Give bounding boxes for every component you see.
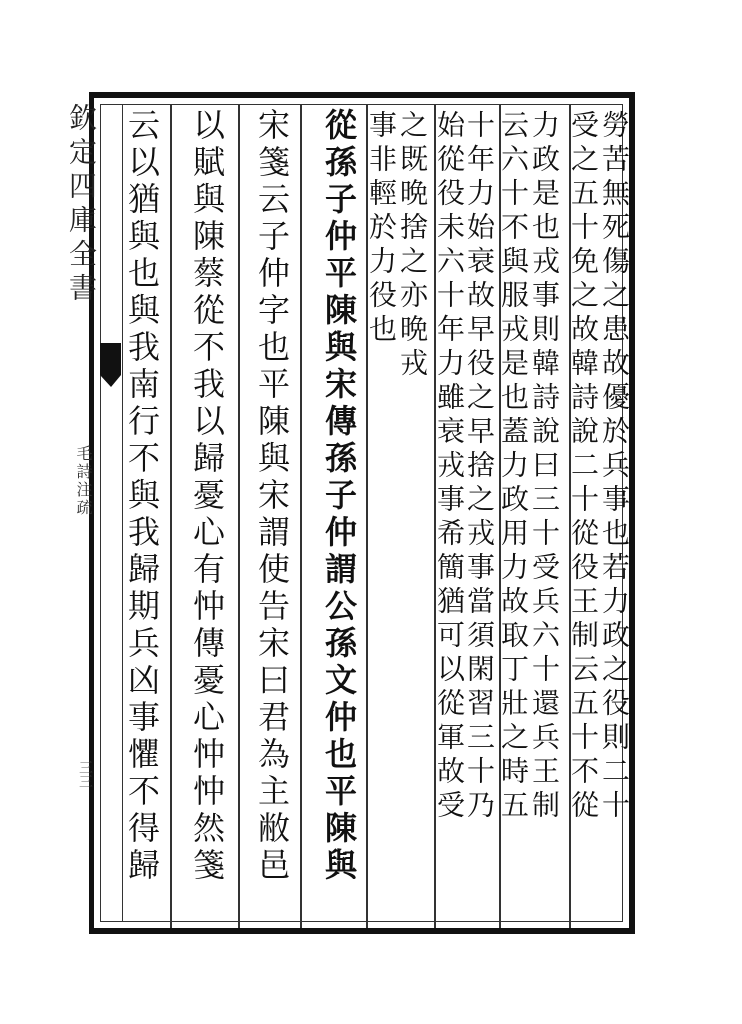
scripture-line: 從孫子仲平陳與宋傳孫子仲謂公孫文仲也平陳與 — [320, 108, 358, 885]
commentary-line: 云六十不與服戎是也蓋力政用力故取丁壯之時五 — [497, 110, 530, 824]
commentary-line: 云以猶與也與我南行不與我歸期兵凶事懼不得歸 — [123, 108, 161, 885]
commentary-line: 十年力始衰故早役之早捨之戎事當須閑習三十乃 — [463, 110, 496, 824]
page-number: 三三 — [77, 760, 93, 788]
commentary-line: 力政是也戎事則韓詩說曰三十受兵六十還兵王制 — [528, 110, 561, 824]
fish-tail-mark — [100, 343, 121, 375]
column-rule — [300, 104, 302, 928]
commentary-line: 之既晩捨之亦晩戎 — [396, 110, 429, 382]
commentary-line: 以賦與陳蔡從不我以歸憂心有忡傳憂心忡忡然箋 — [188, 108, 226, 885]
commentary-line: 宋箋云子仲字也平陳與宋謂使告宋曰君為主敝邑 — [253, 108, 291, 885]
column-rule — [170, 104, 172, 928]
commentary-line: 勞苦無死傷之患故優於兵事也若力政之役則二十 — [598, 110, 631, 824]
column-rule — [238, 104, 240, 928]
commentary-line: 事非輕於力役也 — [365, 110, 398, 348]
commentary-line: 受之五十免之故韓詩說二十從役王制云五十不從 — [567, 110, 600, 824]
book-title: 欽定四庫全書 — [65, 103, 98, 307]
chapter-label: 毛詩注疏 — [74, 445, 93, 517]
commentary-line: 始從役未六十年力雖衰戎事希簡猶可以從軍故受 — [433, 110, 466, 824]
